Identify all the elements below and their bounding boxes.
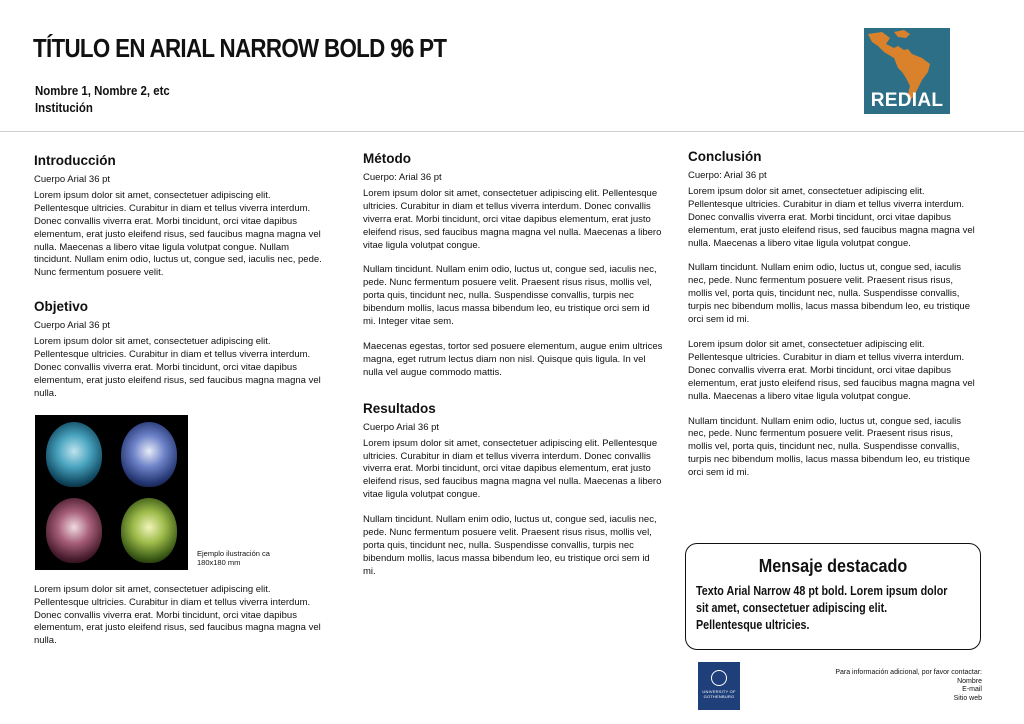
header-divider [0,131,1024,132]
section-subtitle: Cuerpo: Arial 36 pt [363,172,442,183]
illustration-row [35,415,324,570]
section-body: Lorem ipsum dolor sit amet, consectetuer adipiscing elit. Pellentesque ultricies. Curabitur in diam et tellus viverra interdum. Donec convallis viverra erat. Morbi tincidunt, orci vitae dapibus elementum, erat justo eleifend risus, sed faucibus magna magna vel nulla. Maecenas a libero vitae ligula volutpat congue. [363,187,662,251]
contact-intro: Para información adicional, por favor contactar: [835,669,982,676]
section-heading-resultados: Resultados [363,400,436,416]
section-body: Lorem ipsum dolor sit amet, consectetuer adipiscing elit. Pellentesque ultricies. Curabitur in diam et tellus viverra interdum. Donec convallis viverra erat. Morbi tincidunt, orci vitae dapibus elementum, erat justo eleifend risus, sed faucibus magna magna vel nulla. Maecenas a libero vitae ligula volutpat congue. Nullam tincidunt. Nullam enim odio, luctus ut, congue sed, iaculis nec, pede. Nunc fermentum posuere velit. [34,189,322,279]
highlight-box [685,543,981,650]
section-body: Nullam tincidunt. Nullam enim odio, luctus ut, congue sed, iaculis nec, pede. Nunc fermentum posuere velit. Praesent risus risus, mollis vel, porta quis, tincidunt nec, nulla. Suspendisse convallis, turpis nec bibendum mollis, lacus massa bibendum leo, eu tristique orci sem id mi. Integer vitae sem. [363,264,657,328]
author-block [35,82,170,116]
section-heading-metodo: Método [363,151,411,166]
university-logo-line: UNIVERSITY OF [702,689,736,694]
section-subtitle: Cuerpo Arial 36 pt [34,174,111,185]
institution-name: Institución [35,100,93,115]
contact-website: Sitio web [953,695,982,703]
contact-email: E-mail [962,686,982,694]
column-right [688,148,978,492]
author-names: Nombre 1, Nombre 2, etc [35,83,170,98]
section-subtitle: Cuerpo Arial 36 pt [363,421,440,433]
highlight-body: Texto Arial Narrow 48 pt bold. Lorem ipsum dolor sit amet, consectetuer adipiscing elit. Pellentesque ultricies. [696,584,948,632]
column-left [34,152,324,660]
poster-title: TÍTULO EN ARIAL NARROW BOLD 96 PT [33,33,447,63]
section-body: Nullam tincidunt. Nullam enim odio, luctus ut, congue sed, iaculis nec, pede. Nunc fermentum posuere velit. Praesent risus risus, mollis vel, porta quis, tincidunt nec, nulla. Suspendisse convallis, turpis nec bibendum mollis, lacus massa bibendum leo, eu tristique orci sem id mi. [688,415,970,479]
redial-logo-text: REDIAL [870,90,944,111]
illustration-caption [197,549,287,568]
section-body: Lorem ipsum dolor sit amet, consectetuer adipiscing elit. Pellentesque ultricies. Curabitur in diam et tellus viverra interdum. Donec convallis viverra erat. Morbi tincidunt, orci vitae dapibus elementum, erat justo eleifend risus, sed faucibus magna magna vel nulla. Maecenas a libero vitae ligula volutpat congue. [688,338,975,402]
redial-logo [864,28,950,114]
caption-line: Ejemplo ilustración ca [197,548,270,558]
section-heading-conclusion: Conclusión [688,149,762,164]
section-body: Maecenas egestas, tortor sed posuere elementum, augue enim ultrices magna, eget rutrum lectus diam non nisl. Quisque quis ligula. In vel nulla vel augue commodo mattis. [363,340,663,378]
section-body: Lorem ipsum dolor sit amet, consectetuer adipiscing elit. Pellentesque ultricies. Curabitur in diam et tellus viverra interdum. Donec convallis viverra erat. Morbi tincidunt, orci vitae dapibus elementum, erat justo eleifend risus, sed faucibus magna magna vel nulla. [34,583,321,647]
section-body: Lorem ipsum dolor sit amet, consectetuer adipiscing elit. Pellentesque ultricies. Curabitur in diam et tellus viverra interdum. Donec convallis viverra erat. Morbi tincidunt, orci vitae dapibus elementum, erat justo eleifend risus, sed faucibus magna magna vel nulla. Maecenas a libero vitae ligula volutpat congue. [688,185,975,249]
contact-info [835,669,982,704]
caption-line: 180x180 mm [197,558,241,568]
section-body: Lorem ipsum dolor sit amet, consectetuer adipiscing elit. Pellentesque ultricies. Curabitur in diam et tellus viverra interdum. Donec convallis viverra erat. Morbi tincidunt, orci vitae dapibus elementum, erat justo eleifend risus, sed faucibus magna magna vel nulla. Maecenas a libero vitae ligula volutpat congue. [363,437,662,501]
section-heading-objetivo: Objetivo [34,299,89,315]
section-subtitle: Cuerpo: Arial 36 pt [688,170,767,181]
university-seal-icon [711,670,727,686]
highlight-title: Mensaje destacado [758,556,908,576]
section-body: Lorem ipsum dolor sit amet, consectetuer adipiscing elit. Pellentesque ultricies. Curabitur in diam et tellus viverra interdum. Donec convallis viverra erat. Morbi tincidunt, orci vitae dapibus elementum, erat justo eleifend risus, sed faucibus magna magna vel nulla. [34,336,321,399]
section-subtitle: Cuerpo Arial 36 pt [34,320,111,332]
university-logo-line: GOTHENBURG [703,694,735,699]
university-logo [698,662,740,710]
section-heading-introduccion: Introducción [34,153,116,168]
contact-name: Nombre [957,677,982,685]
section-body: Nullam tincidunt. Nullam enim odio, luctus ut, congue sed, iaculis nec, pede. Nunc fermentum posuere velit. Praesent risus risus, mollis vel, porta quis, tincidunt nec, nulla. Suspendisse convallis, turpis nec bibendum mollis, lacus massa bibendum leo, eu tristique orci sem id mi. [688,262,970,326]
column-middle [363,150,663,591]
mri-scan-image [35,415,188,570]
section-body: Nullam tincidunt. Nullam enim odio, luctus ut, congue sed, iaculis nec, pede. Nunc fermentum posuere velit. Praesent risus risus, mollis vel, porta quis, tincidunt nec, nulla. Suspendisse convallis, turpis nec bibendum mollis, lacus massa bibendum leo, eu tristique orci sem id mi. [363,514,657,577]
